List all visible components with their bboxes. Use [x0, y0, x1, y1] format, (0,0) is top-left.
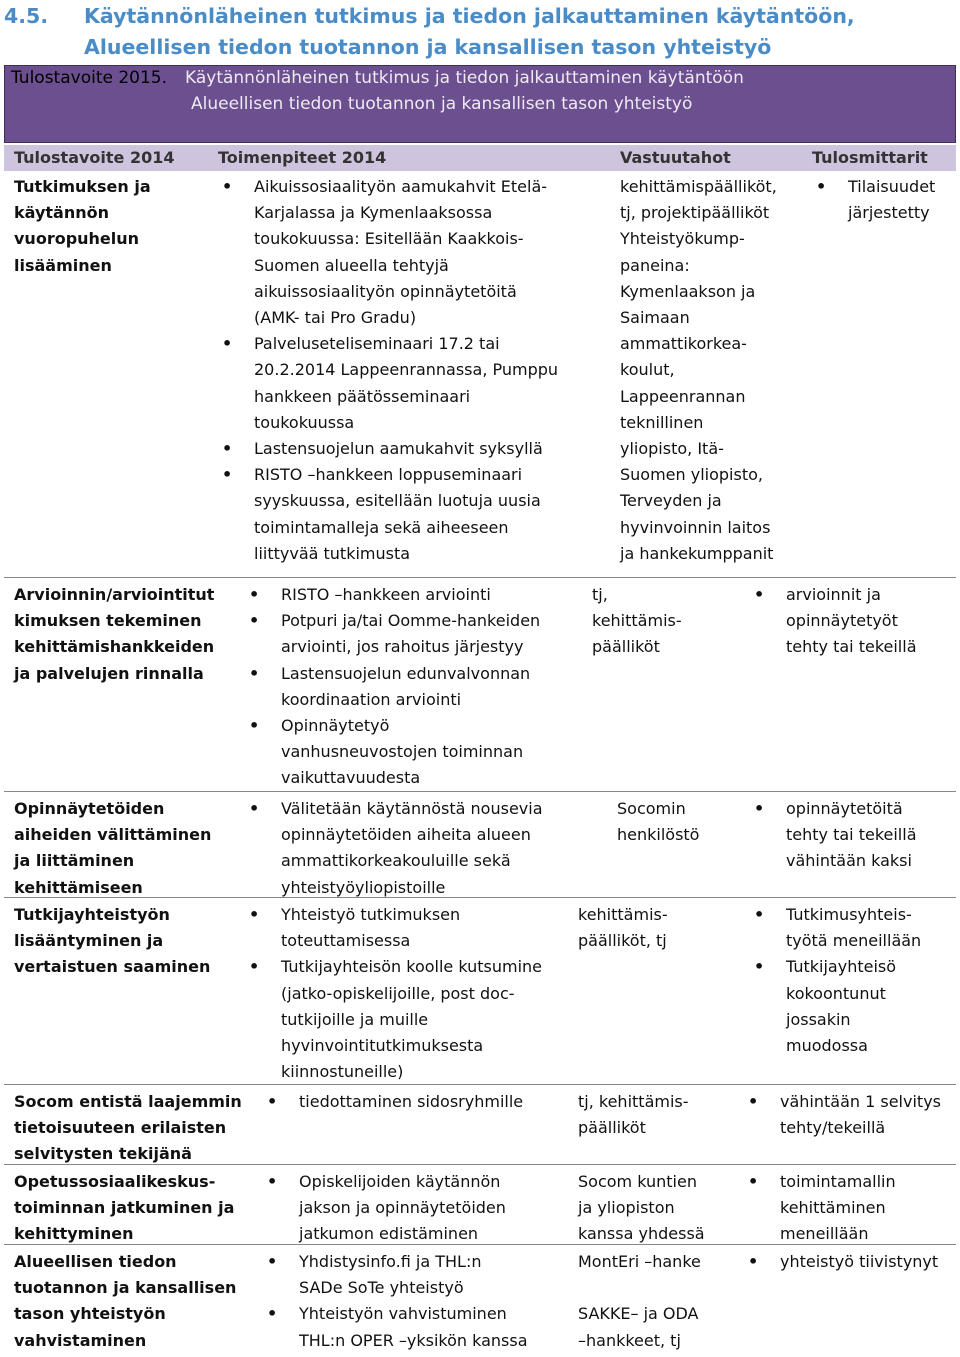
text-line: jossakin [786, 1009, 851, 1029]
text-line: (AMK- tai Pro Gradu) [254, 308, 417, 328]
goal-cell [14, 796, 211, 901]
goal-cell [14, 1089, 242, 1168]
text-line: tehty tai tekeillä [786, 637, 917, 657]
metric-item [848, 174, 935, 226]
responsible-cell [617, 796, 699, 848]
text-line: • Lastensuojelun aamukahvit syksyllä [254, 439, 543, 459]
text-line: tehty tai tekeillä [786, 825, 917, 845]
text-line: kokoontunut [786, 983, 886, 1003]
text-line: ja liittäminen [14, 851, 135, 871]
metric-item [786, 954, 921, 1059]
text-line: vanhusneuvostojen toiminnan [281, 742, 524, 762]
column-header-goal: Tulostavoite 2014 [14, 148, 175, 167]
text-line: Yhteistyökump- [620, 229, 745, 249]
text-line: • Tutkijayhteisö [786, 957, 897, 977]
text-line: työtä meneillään [786, 931, 922, 951]
responsible-cell [592, 582, 682, 661]
metric-item [786, 796, 917, 875]
actions-cell [281, 582, 540, 792]
metrics-cell [780, 1249, 938, 1275]
text-line: vuoropuhelun [14, 229, 140, 249]
text-line: teknillinen [620, 412, 704, 432]
responsible-cell [578, 1169, 705, 1248]
goal-cell [14, 1249, 236, 1354]
text-line: • RISTO –hankkeen arviointi [281, 585, 491, 604]
text-line: kehittämiseen [14, 877, 143, 897]
metric-item [780, 1249, 938, 1275]
column-header-responsible: Vastuutahot [620, 148, 731, 167]
action-item [281, 582, 540, 608]
text-line: selvitysten tekijänä [14, 1144, 192, 1164]
text-line: • vähintään 1 selvitys [780, 1092, 941, 1111]
column-header-actions: Toimenpiteet 2014 [218, 148, 387, 167]
text-line: • Yhteistyö tutkimuksen [281, 905, 461, 924]
text-line: paneina: [620, 255, 690, 275]
action-item [281, 796, 543, 901]
text-line: • Lastensuojelun edunvalvonnan [281, 663, 531, 683]
action-item [254, 331, 558, 436]
text-line: Arvioinnin/arviointitut [14, 585, 215, 604]
text-line: • arvioinnit ja [786, 585, 881, 604]
text-line: kehittämishankkeiden [14, 637, 215, 657]
text-line: toimintamalleja sekä aiheeseen [254, 517, 509, 537]
text-line: (jatko-opiskelijoille, post doc- [281, 983, 515, 1003]
text-line: ja palvelujen rinnalla [14, 663, 204, 683]
text-line: kehittyminen [14, 1224, 134, 1244]
action-item [281, 661, 540, 713]
section-title-line-1: Käytännönläheinen tutkimus ja tiedon jalkauttaminen käytäntöön, [84, 4, 855, 28]
text-line: Suomen alueella tehtyjä [254, 255, 449, 275]
section-title-line-2: Alueellisen tiedon tuotannon ja kansallisen tason yhteistyö [84, 35, 772, 59]
row-divider [4, 1084, 956, 1085]
goal-banner-prefix: Tulostavoite 2015. [11, 68, 168, 88]
text-line: • Opinnäytetyö [281, 716, 390, 736]
action-item [299, 1169, 506, 1248]
action-item [299, 1301, 528, 1353]
responsible-cell [578, 1249, 701, 1354]
text-line: • Tutkijayhteisön koolle kutsumine [281, 957, 543, 977]
text-line: hyvinvointitutkimuksesta [281, 1036, 484, 1056]
text-line: yhteistyöyliopistoille [281, 877, 446, 897]
goal-cell [14, 582, 214, 687]
text-line: • Tilaisuudet [848, 177, 936, 196]
text-line: Alueellisen tiedon [14, 1252, 177, 1271]
text-line: • opinnäytetöitä [786, 799, 903, 818]
responsible-cell [578, 1089, 689, 1141]
text-line: • yhteistyö tiivistynyt [780, 1252, 939, 1271]
metrics-cell [848, 174, 935, 226]
text-line: aikuissosiaalityön opinnäytetöitä [254, 281, 517, 301]
action-item [281, 902, 542, 954]
text-line: päälliköt, tj [578, 931, 667, 951]
row-divider [4, 897, 956, 898]
text-line: hankkeen päätösseminaari [254, 386, 471, 406]
text-line: ammattikorkeakouluille sekä [281, 851, 511, 871]
text-line: kanssa yhdessä [578, 1224, 705, 1244]
row-divider [4, 1164, 956, 1165]
text-line: Opinnäytetöiden [14, 799, 165, 818]
text-line: toukokuussa [254, 412, 355, 432]
text-line: vähintään kaksi [786, 851, 912, 871]
table-header-row [4, 145, 956, 171]
metrics-cell [780, 1089, 941, 1141]
text-line: muodossa [786, 1036, 868, 1056]
action-item [254, 436, 558, 462]
text-line: henkilöstö [617, 825, 700, 845]
action-item [299, 1249, 528, 1301]
text-line: MontEri –hanke [578, 1252, 701, 1271]
text-line: opinnäytetyöt [786, 611, 898, 631]
text-line [578, 1275, 701, 1301]
metrics-cell [780, 1169, 896, 1248]
text-line: päälliköt [578, 1118, 646, 1138]
text-line: toukokuussa: Esitellään Kaakkois- [254, 229, 524, 249]
section-number: 4.5. [4, 4, 49, 28]
actions-cell [281, 902, 542, 1085]
metrics-cell [786, 796, 917, 875]
text-line: lisääntyminen ja [14, 931, 164, 951]
metrics-cell [786, 582, 917, 661]
text-line: toteuttamisessa [281, 931, 411, 951]
goal-cell [14, 174, 151, 279]
text-line: kehittäminen [780, 1198, 886, 1218]
text-line: vertaistuen saaminen [14, 957, 211, 977]
actions-cell [254, 174, 558, 567]
goal-banner [4, 65, 956, 143]
text-line: vaikuttavuudesta [281, 768, 421, 788]
text-line: opinnäytetöiden aiheita alueen [281, 825, 531, 845]
action-item [299, 1089, 523, 1115]
row-divider [4, 1244, 956, 1245]
actions-cell [281, 796, 543, 901]
action-item [254, 174, 558, 331]
text-line: kiinnostuneille) [281, 1062, 404, 1082]
metric-item [780, 1089, 941, 1141]
metric-item [786, 582, 917, 661]
text-line: • RISTO –hankkeen loppuseminaari [254, 465, 523, 485]
text-line: SADe SoTe yhteistyö [299, 1278, 464, 1298]
text-line: käytännön [14, 203, 109, 223]
text-line: THL:n OPER –yksikön kanssa [299, 1330, 528, 1350]
text-line: tietoisuuteen erilaisten [14, 1118, 227, 1138]
text-line: • Tutkimusyhteis- [786, 905, 912, 924]
actions-cell [299, 1249, 528, 1354]
goal-cell [14, 1169, 234, 1248]
text-line: ammattikorkea- [620, 334, 747, 354]
text-line: Socomin [617, 799, 686, 818]
text-line: järjestetty [848, 203, 930, 223]
text-line: hyvinvoinnin laitos [620, 517, 771, 537]
text-line: • toimintamallin [780, 1172, 896, 1191]
action-item [281, 713, 540, 792]
text-line: jatkumon edistäminen [299, 1224, 479, 1244]
text-line: –hankkeet, tj [578, 1330, 681, 1350]
text-line: kehittämis- [578, 905, 668, 924]
text-line: ja hankekumppanit [620, 543, 774, 563]
column-header-metrics: Tulosmittarit [812, 148, 928, 167]
text-line: tj, kehittämis- [578, 1092, 689, 1111]
actions-cell [299, 1089, 523, 1115]
text-line: Opetussosiaalikeskus- [14, 1172, 216, 1191]
text-line: päälliköt [592, 637, 660, 657]
text-line: Terveyden ja [620, 491, 722, 511]
text-line: arviointi, jos rahoitus järjestyy [281, 637, 524, 657]
text-line: koulut, [620, 360, 675, 380]
text-line: kimuksen tekeminen [14, 611, 202, 631]
text-line: tj, projektipäälliköt [620, 203, 770, 223]
text-line: koordinaation arviointi [281, 689, 462, 709]
text-line: • tiedottaminen sidosryhmille [299, 1092, 524, 1111]
text-line: lisääminen [14, 255, 112, 275]
text-line: yliopisto, Itä- [620, 439, 724, 459]
text-line: Lappeenrannan [620, 386, 746, 406]
text-line: syyskuussa, esitellään luotuja uusia [254, 491, 541, 511]
text-line: liittyvää tutkimusta [254, 543, 411, 563]
actions-cell [299, 1169, 506, 1248]
text-line: tutkijoille ja muille [281, 1009, 429, 1029]
row-divider [4, 791, 956, 792]
action-item [281, 954, 542, 1085]
metric-item [780, 1169, 896, 1248]
text-line: 20.2.2014 Lappeenrannassa, Pumppu [254, 360, 559, 380]
text-line: • Opiskelijoiden käytännön [299, 1172, 501, 1191]
text-line: Suomen yliopisto, [620, 465, 763, 485]
text-line: vahvistaminen [14, 1330, 147, 1350]
text-line: Tutkimuksen ja [14, 177, 151, 196]
text-line: Tutkijayhteistyön [14, 905, 170, 924]
metrics-cell [786, 902, 921, 1059]
text-line: jakson ja opinnäytetöiden [299, 1198, 506, 1218]
text-line: tj, [592, 585, 608, 604]
text-line: kehittämispäälliköt, [620, 177, 777, 196]
text-line: Socom entistä laajemmin [14, 1092, 242, 1111]
action-item [254, 462, 558, 567]
text-line: • Palveluseteliseminaari 17.2 tai [254, 334, 500, 354]
text-line: • Välitetään käytännöstä nousevia [281, 799, 543, 818]
text-line: aiheiden välittäminen [14, 825, 212, 845]
text-line: tehty/tekeillä [780, 1118, 886, 1138]
text-line: tason yhteistyön [14, 1304, 166, 1324]
text-line: Karjalassa ja Kymenlaaksossa [254, 203, 493, 223]
text-line: kehittämis- [592, 611, 682, 631]
text-line: tuotannon ja kansallisen [14, 1278, 237, 1298]
text-line: • Aikuissosiaalityön aamukahvit Etelä- [254, 177, 548, 196]
goal-banner-line-1: Käytännönläheinen tutkimus ja tiedon jalkauttaminen käytäntöön [185, 68, 744, 88]
text-line: Saimaan [620, 308, 690, 328]
responsible-cell [578, 902, 668, 954]
goal-banner-line-2: Alueellisen tiedon tuotannon ja kansallisen tason yhteistyö [191, 94, 693, 114]
row-divider [4, 577, 956, 578]
responsible-cell [620, 174, 777, 567]
text-line: • Potpuri ja/tai Oomme-hankeiden [281, 611, 541, 631]
text-line: Socom kuntien [578, 1172, 697, 1191]
metric-item [786, 902, 921, 954]
text-line: • Yhdistysinfo.fi ja THL:n [299, 1252, 482, 1271]
text-line: Kymenlaakson ja [620, 281, 756, 301]
text-line: SAKKE– ja ODA [578, 1304, 699, 1324]
text-line: ja yliopiston [578, 1198, 675, 1218]
text-line: toiminnan jatkuminen ja [14, 1198, 235, 1218]
goal-cell [14, 902, 210, 981]
action-item [281, 608, 540, 660]
text-line: • Yhteistyön vahvistuminen [299, 1304, 507, 1324]
text-line: meneillään [780, 1224, 869, 1244]
